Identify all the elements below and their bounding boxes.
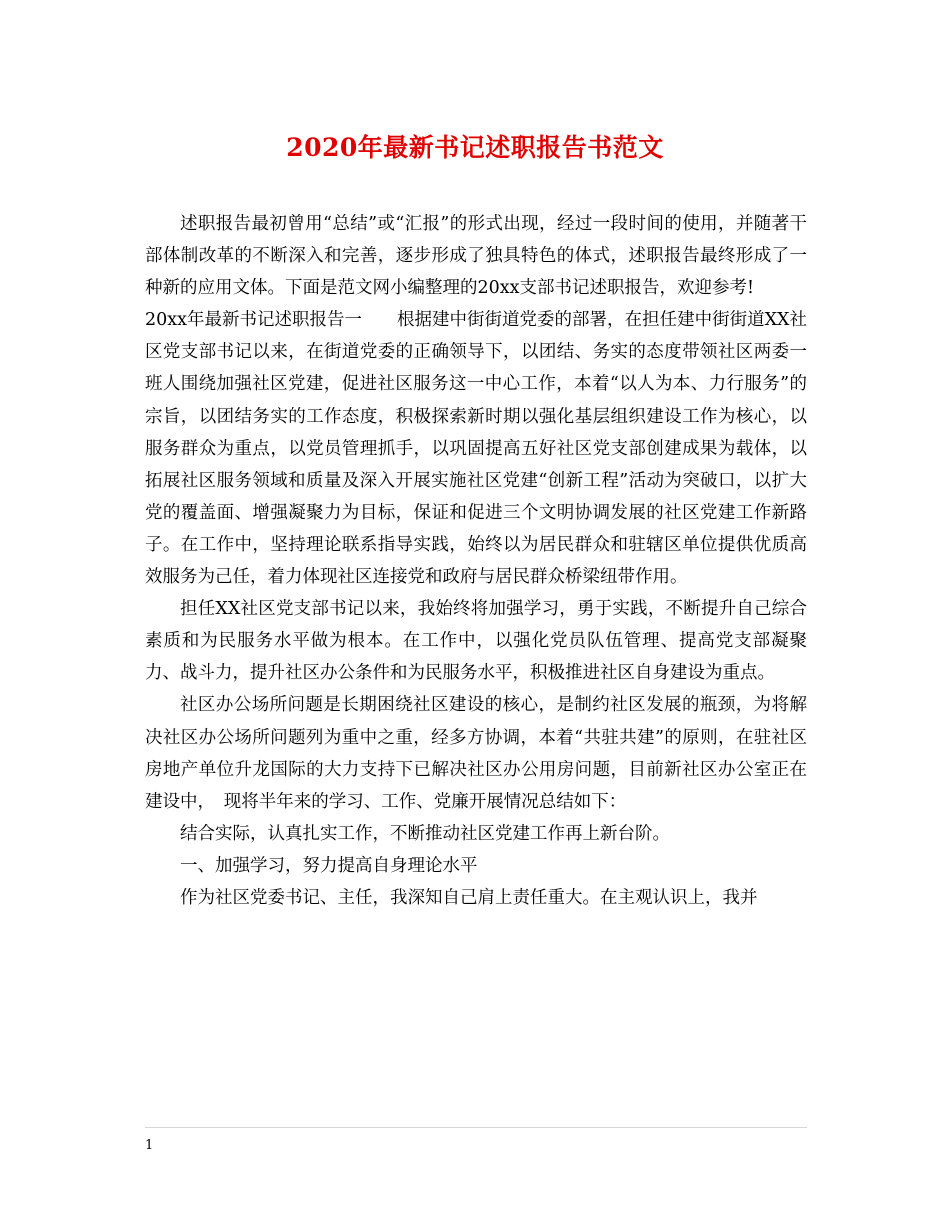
paragraph-intro: 述职报告最初曾用“总结”或“汇报”的形式出现，经过一段时间的使用，并随著干部体制改革的不断深入和完善，逐步形成了独具特色的体式，述职报告最终形成了一种新的应用文体。下面是范文网小编整理的20xx支部书记述职报告，欢迎参考! xyxy=(145,214,807,299)
section-heading-one: 一、加强学习，努力提高自身理论水平 xyxy=(180,855,478,876)
paragraph-responsibility: 作为社区党委书记、主任，我深知自己肩上责任重大。在主观认识上，我并 xyxy=(180,887,758,908)
page-title: 2020年最新书记述职报告书范文 xyxy=(286,133,664,162)
footer-divider xyxy=(145,1127,807,1128)
paragraph-office-space: 社区办公场所问题是长期困绕社区建设的核心，是制约社区发展的瓶颈，为将解决社区办公场所问题列为重中之重，经多方协调，本着“共驻共建”的原则，在驻社区房地产单位升龙国际的大力支持下已解决社区办公用房问题，目前新社区办公室正在建设中， 现将半年来的学习、工作、党廉开展情况总结如下： xyxy=(145,695,807,812)
paragraph-report-one: 20xx年最新书记述职报告一 根据建中街街道党委的部署，在担任建中街街道XX社区党支部书记以来，在街道党委的正确领导下，以团结、务实的态度带领社区两委一班人围绕加强社区党建，促进社区服务这一中心工作，本着“以人为本、力行服务”的宗旨，以团结务实的工作态度，积极探索新时期以强化基层组织建设工作为核心，以服务群众为重点，以党员管理抓手，以巩固提高五好社区党支部创建成果为载体，以拓展社区服务领域和质量及深入开展实施社区党建“创新工程”活动为突破口，以扩大党的覆盖面、增强凝聚力为目标，保证和促进三个文明协调发展的社区党建工作新路子。在工作中，坚持理论联系指导实践，始终以为居民群众和驻辖区单位提供优质高效服务为己任，着力体现社区连接党和政府与居民群众桥梁纽带作用。 xyxy=(145,310,807,588)
paragraph-practical-work: 结合实际，认真扎实工作，不断推动社区党建工作再上新台阶。 xyxy=(180,823,670,844)
document-body xyxy=(145,208,807,914)
paragraph-learning: 担任XX社区党支部书记以来，我始终将加强学习，勇于实践，不断提升自己综合素质和为民服务水平做为根本。在工作中，以强化党员队伍管理、提高党支部凝聚力、战斗力，提升社区办公条件和为民服务水平，积极推进社区自身建设为重点。 xyxy=(145,599,807,684)
page-number: 1 xyxy=(145,1138,154,1153)
